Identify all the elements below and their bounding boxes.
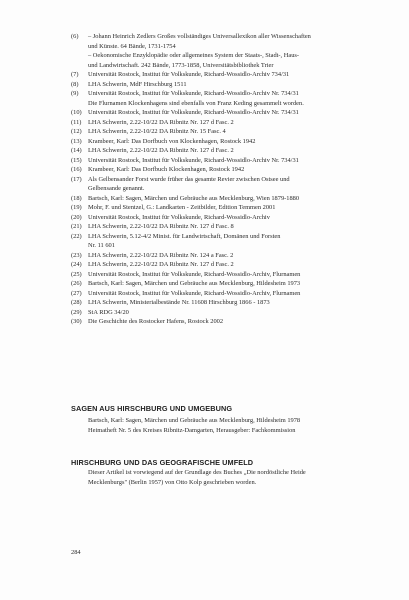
endnote-line: Mohr, F. und Stentzel, G.: Landkarten - Zeitbilder, Edition Temmen 2001 [88,204,276,211]
endnote-item [71,175,371,194]
endnote-text [88,289,371,299]
endnote-item [71,165,371,175]
endnote-number: (23) [71,251,82,259]
endnote-text [88,32,371,51]
endnote-text [88,260,371,270]
endnote-line: LHA Schwerin, 2.22-10/22 DA Ribnitz Nr. 127 d Fasc. 8 [88,223,234,230]
endnote-item [71,279,371,289]
endnote-line: Universität Rostock, Institut für Volkskunde, Richard-Wossidlo-Archiv, Flurnamen [88,289,301,297]
endnote-text [88,80,371,90]
endnote-item [71,251,371,261]
endnote-item [71,308,371,318]
endnote-number: (12) [71,128,82,135]
endnote-item [71,270,371,280]
endnote-line: Universität Rostock, Institut für Volkskunde, Richard-Wossidlo-Archiv Nr. 734/31 [88,90,299,97]
endnote-item [71,222,371,232]
endnote-text [88,137,371,147]
endnote-text [88,270,371,280]
endnote-number: (26) [71,280,82,287]
endnote-number: (22) [71,232,82,240]
endnote-text [88,70,371,80]
endnote-number: (10) [71,109,82,116]
endnote-number: (6) [71,33,79,40]
endnote-item [71,146,371,156]
endnote-item [71,156,371,166]
endnote-item [71,317,371,327]
endnote-text [88,213,371,223]
endnote-number: (30) [71,318,82,325]
endnote-text [88,108,371,118]
section-line: Dieser Artikel ist vorwiegend auf der Grundlage des Buches „Die nordöstliche Heide [88,469,306,476]
section-body-sagen [88,416,371,435]
endnote-number: (8) [71,80,79,88]
endnote-line: StA RDG 34/20 [88,308,129,316]
endnote-item [71,260,371,270]
endnote-text [88,127,371,137]
endnote-line: Nr. 11 601 [88,242,115,249]
endnote-number: (25) [71,270,82,278]
endnote-number: (28) [71,299,82,306]
endnote-text [88,298,371,308]
endnote-number: (16) [71,166,82,173]
endnote-line: LHA Schwerin, Ministerialbestände Nr. 11608 Hirschburg 1866 - 1873 [88,299,270,306]
endnote-text [88,317,371,327]
endnote-item [71,289,371,299]
endnote-number: (21) [71,223,82,230]
section-line: Mecklenburgs" (Berlin 1957) von Otto Kolp geschrieben worden. [88,478,257,486]
endnote-item [71,32,371,51]
endnote-item [71,232,371,251]
endnote-line: LHA Schwerin, 2.22-10/22 DA Ribnitz Nr. 127 d Fasc. 2 [88,118,234,126]
endnote-number: (17) [71,175,82,183]
endnote-item [71,89,371,108]
endnote-text [88,165,371,175]
section-title-sagen: SAGEN AUS HIRSCHBURG UND UMGEBUNG [71,404,233,413]
endnote-item [71,298,371,308]
endnote-line: Krambeer, Karl: Das Dorfbuch von Klockenhagen, Rostock 1942 [88,137,256,145]
endnote-line: Universität Rostock, Institut für Volkskunde, Richard-Wossidlo-Archiv, Flurnamen [88,270,301,278]
endnote-text [88,222,371,232]
endnote-line: LHA Schwerin, 2.22-10/22 DA Ribnitz Nr. 127 d Fasc. 2 [88,147,234,154]
endnote-text [88,118,371,128]
endnote-text [88,308,371,318]
endnote-line: Gelbensande genannt. [88,185,145,192]
endnote-item [71,51,371,70]
endnote-line: – Johann Heinrich Zedlers Großes vollständiges Universallexikon aller Wissenschaften [88,33,311,40]
section-title-geografie: HIRSCHBURG UND DAS GEOGRAFISCHE UMFELD [71,458,254,467]
endnote-text [88,89,371,108]
endnote-item [71,80,371,90]
endnote-line: LHA Schwerin, 2.22-10/22 DA Ribnitz Nr. 127 d Fasc. 2 [88,261,234,268]
section-line: Bartsch, Karl: Sagen, Märchen und Gebräuche aus Mecklenburg, Hildesheim 1978 [88,417,301,424]
endnote-item [71,213,371,223]
endnote-line: Universität Rostock, Institut für Volkskunde, Richard-Wossidlo-Archiv Nr. 734/31 [88,109,299,116]
endnote-number: (15) [71,156,82,164]
endnote-number: (27) [71,289,82,297]
endnote-line: Universität Rostock, Institut für Volkskunde, Richard-Wossidlo-Archiv [88,213,270,221]
endnote-item [71,108,371,118]
endnote-number: (18) [71,194,82,202]
endnote-item [71,137,371,147]
endnote-line: Bartsch, Karl: Sagen, Märchen und Gebräuche aus Mecklenburg, Wien 1879-1880 [88,194,300,202]
endnote-item [71,194,371,204]
endnote-item [71,203,371,213]
endnote-text [88,279,371,289]
section-body-geografie [88,468,371,487]
endnote-number: (29) [71,308,82,316]
endnote-number: (24) [71,261,82,268]
endnote-number: (19) [71,204,82,211]
endnote-number: (13) [71,137,82,145]
endnote-line: – Oekonomische Enzyklopädie oder allgemeines System der Staats-, Stadt-, Haus- [88,52,300,59]
endnote-line: Die Flurnamen Klockenhagens sind ebenfalls von Franz Keding gesammelt worden. [88,99,304,107]
endnote-number: (7) [71,71,79,78]
page-number: 284 [71,549,81,556]
endnote-text [88,51,371,70]
section-line: Heimatheft Nr. 5 des Kreises Ribnitz-Damgarten, Herausgeber: Fachkommission [88,426,296,434]
endnote-number: (11) [71,118,82,126]
endnote-number: (14) [71,147,82,154]
endnote-line: Als Gelbensander Forst wurde früher das gesamte Revier zwischen Ostsee und [88,175,290,183]
endnote-item [71,118,371,128]
endnote-line: LHA Schwerin, 5.12-4/2 Minist. für Landwirtschaft, Domänen und Forsten [88,232,281,240]
endnote-text [88,232,371,251]
endnote-line: und Künste. 64 Bände, 1731-1754 [88,42,176,50]
endnote-text [88,251,371,261]
endnote-number [71,51,88,70]
endnote-line: Krambeer, Karl: Das Dorfbuch Klockenhagen, Rostock 1942 [88,166,245,173]
endnote-text [88,194,371,204]
endnote-line: Universität Rostock, Institut für Volkskunde, Richard-Wossidlo-Archiv Nr. 734/31 [88,156,299,164]
endnotes-list [71,32,371,327]
endnote-line: und Landwirtschaft. 242 Bände, 1773-1858, Universitätsbibliothek Trier [88,61,274,69]
endnote-text [88,175,371,194]
endnote-line: Universität Rostock, Institut für Volkskunde, Richard-Wossidlo-Archiv 734/31 [88,71,290,78]
endnote-item [71,70,371,80]
endnote-line: LHA Schwerin, 2.22-10/22 DA Ribnitz Nr. 15 Fasc. 4 [88,128,226,135]
endnote-text [88,203,371,213]
endnote-number: (9) [71,90,79,97]
endnote-item [71,127,371,137]
endnote-number: (20) [71,213,82,221]
endnote-line: Bartsch, Karl: Sagen, Märchen und Gebräuche aus Mecklenburg, Hildesheim 1973 [88,280,301,287]
endnote-line: LHA Schwerin, MdF Hirschburg 1511 [88,80,187,88]
endnote-text [88,146,371,156]
endnote-line: Die Geschichte des Rostocker Hafens, Rostock 2002 [88,318,224,325]
endnote-line: LHA Schwerin, 2.22-10/22 DA Ribnitz Nr. 124 a Fasc. 2 [88,251,234,259]
endnote-text [88,156,371,166]
